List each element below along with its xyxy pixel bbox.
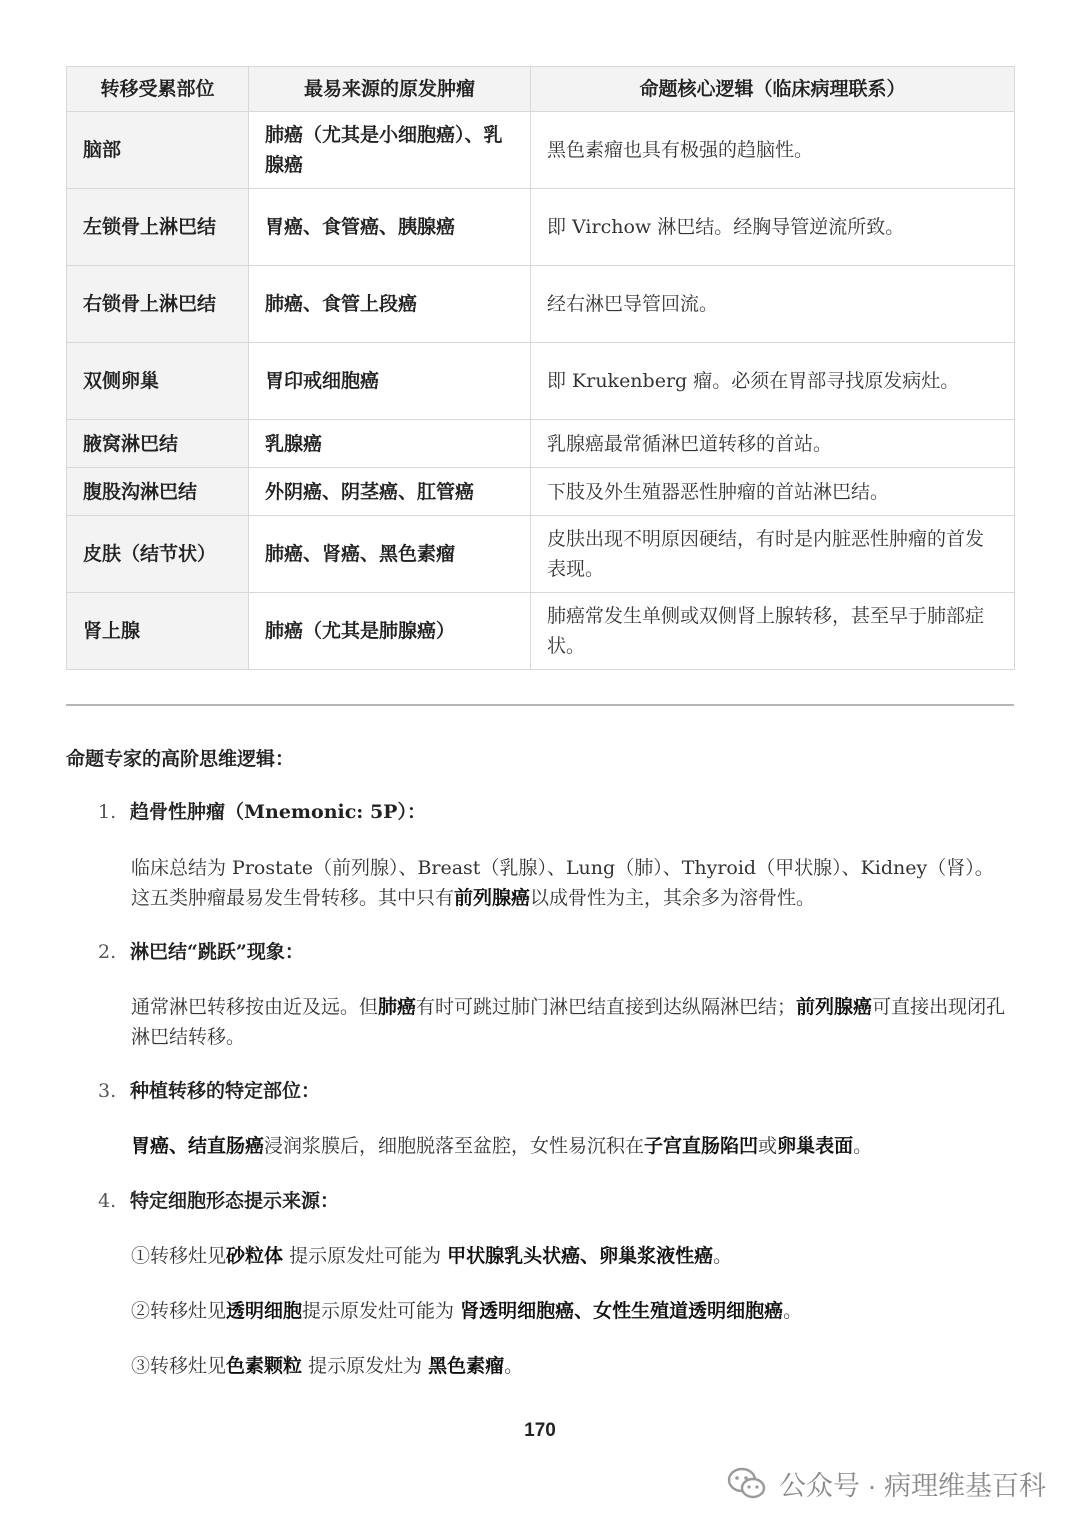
watermark-text: 公众号 · 病理维基百科 bbox=[779, 1471, 1046, 1501]
list-item-heading: 淋巴结“跳跃”现象： bbox=[130, 941, 304, 963]
list-item-title bbox=[98, 797, 426, 827]
site-cell: 肾上腺 bbox=[67, 593, 249, 670]
site-cell: 左锁骨上淋巴结 bbox=[67, 189, 249, 266]
site-cell: 皮肤（结节状） bbox=[67, 516, 249, 593]
list-item-heading: 特定细胞形态提示来源： bbox=[130, 1190, 340, 1212]
table-row bbox=[67, 189, 1015, 266]
list-item-title bbox=[98, 1076, 320, 1106]
table-header-row bbox=[67, 67, 1015, 112]
logic-cell: 乳腺癌最常循淋巴道转移的首站。 bbox=[531, 420, 1015, 468]
list-item-number: 4. bbox=[98, 1190, 117, 1212]
wechat-icon bbox=[727, 1467, 767, 1501]
cell-morphology-line: ③转移灶见色素颗粒 提示原发灶为 黑色素瘤。 bbox=[131, 1355, 524, 1377]
horizontal-divider bbox=[66, 704, 1014, 706]
table-row bbox=[67, 420, 1015, 468]
logic-cell: 即 Virchow 淋巴结。经胸导管逆流所致。 bbox=[531, 189, 1015, 266]
primary-tumor-cell: 肺癌（尤其是肺腺癌） bbox=[249, 593, 531, 670]
table-row bbox=[67, 468, 1015, 516]
list-item-heading: 趋骨性肿瘤（Mnemonic: 5P）： bbox=[130, 801, 426, 823]
logic-cell: 下肢及外生殖器恶性肿瘤的首站淋巴结。 bbox=[531, 468, 1015, 516]
logic-cell: 肺癌常发生单侧或双侧肾上腺转移，甚至早于肺部症状。 bbox=[531, 593, 1015, 670]
list-item-paragraph: 临床总结为 Prostate（前列腺）、Breast（乳腺）、Lung（肺）、Thyroid（甲状腺）、Kidney（肾）。这五类肿瘤最易发生骨转移。其中只有前列腺癌以成骨性为主，其余多为溶骨性。 bbox=[131, 857, 994, 909]
page-number: 170 bbox=[524, 1420, 556, 1441]
column-header: 最易来源的原发肿瘤 bbox=[249, 67, 531, 112]
table-row bbox=[67, 266, 1015, 343]
primary-tumor-cell: 肺癌、肾癌、黑色素瘤 bbox=[249, 516, 531, 593]
list-item-heading: 种植转移的特定部位： bbox=[130, 1080, 321, 1102]
list-item-number: 1. bbox=[98, 801, 117, 823]
section-title: 命题专家的高阶思维逻辑： bbox=[66, 748, 295, 770]
logic-cell: 黑色素瘤也具有极强的趋脑性。 bbox=[531, 112, 1015, 189]
column-header: 转移受累部位 bbox=[67, 67, 249, 112]
logic-cell: 即 Krukenberg 瘤。必须在胃部寻找原发病灶。 bbox=[531, 343, 1015, 420]
watermark bbox=[727, 1464, 1046, 1503]
list-item-title bbox=[98, 1186, 339, 1216]
cell-morphology-line: ②转移灶见透明细胞提示原发灶可能为 肾透明细胞癌、女性生殖道透明细胞癌。 bbox=[131, 1300, 803, 1322]
primary-tumor-cell: 肺癌（尤其是小细胞癌）、乳腺癌 bbox=[249, 112, 531, 189]
site-cell: 腹股沟淋巴结 bbox=[67, 468, 249, 516]
site-cell: 腋窝淋巴结 bbox=[67, 420, 249, 468]
site-cell: 双侧卵巢 bbox=[67, 343, 249, 420]
list-item-paragraph: 通常淋巴转移按由近及远。但肺癌有时可跳过肺门淋巴结直接到达纵隔淋巴结；前列腺癌可直接出现闭孔淋巴结转移。 bbox=[131, 996, 1006, 1048]
column-header: 命题核心逻辑（临床病理联系） bbox=[531, 67, 1015, 112]
logic-cell: 经右淋巴导管回流。 bbox=[531, 266, 1015, 343]
list-item-number: 2. bbox=[98, 941, 117, 963]
list-item-title bbox=[98, 937, 304, 967]
site-cell: 脑部 bbox=[67, 112, 249, 189]
list-item-number: 3. bbox=[98, 1080, 117, 1102]
table-row bbox=[67, 343, 1015, 420]
logic-cell: 皮肤出现不明原因硬结，有时是内脏恶性肿瘤的首发表现。 bbox=[531, 516, 1015, 593]
primary-tumor-cell: 胃印戒细胞癌 bbox=[249, 343, 531, 420]
metastasis-table bbox=[66, 66, 1015, 670]
table-row bbox=[67, 593, 1015, 670]
cell-morphology-line: ①转移灶见砂粒体 提示原发灶可能为 甲状腺乳头状癌、卵巢浆液性癌。 bbox=[131, 1245, 733, 1267]
metastasis-table-container bbox=[66, 66, 1014, 670]
primary-tumor-cell: 肺癌、食管上段癌 bbox=[249, 266, 531, 343]
primary-tumor-cell: 外阴癌、阴茎癌、肛管癌 bbox=[249, 468, 531, 516]
table-row bbox=[67, 112, 1015, 189]
list-item-paragraph: 胃癌、结直肠癌浸润浆膜后，细胞脱落至盆腔，女性易沉积在子宫直肠陷凹或卵巢表面。 bbox=[131, 1135, 873, 1157]
site-cell: 右锁骨上淋巴结 bbox=[67, 266, 249, 343]
table-row bbox=[67, 516, 1015, 593]
primary-tumor-cell: 乳腺癌 bbox=[249, 420, 531, 468]
primary-tumor-cell: 胃癌、食管癌、胰腺癌 bbox=[249, 189, 531, 266]
